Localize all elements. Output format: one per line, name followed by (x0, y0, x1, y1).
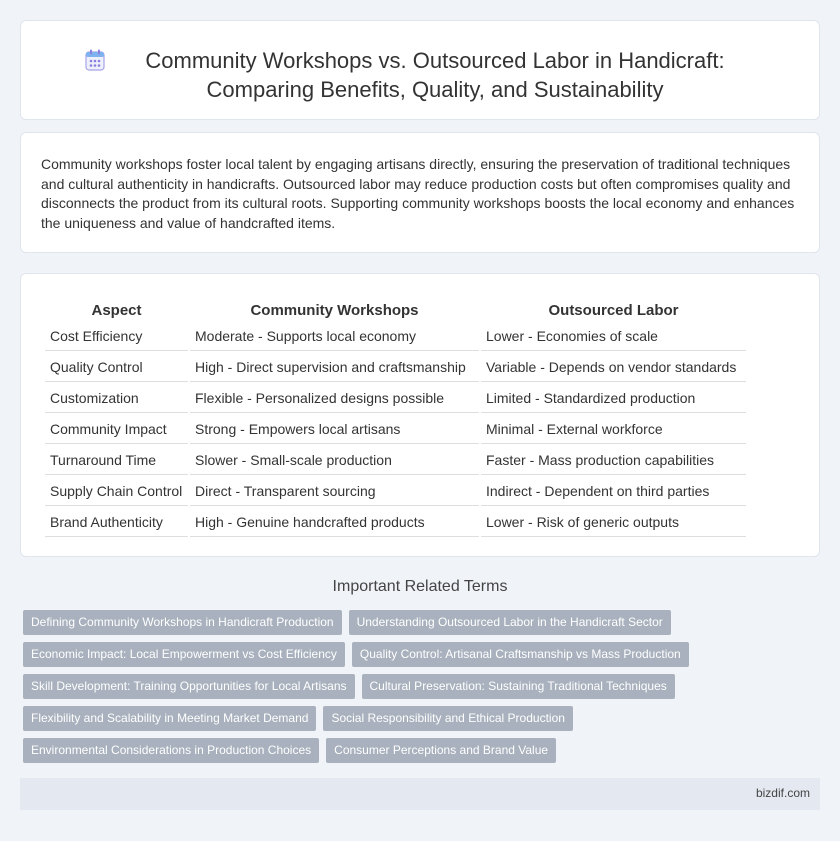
related-terms-title: Important Related Terms (332, 578, 508, 595)
cell-outsourced: Faster - Mass production capabilities (481, 446, 746, 475)
related-tag[interactable]: Cultural Preservation: Sustaining Traditional Techniques (362, 674, 675, 699)
related-tag[interactable]: Environmental Considerations in Production Choices (23, 738, 319, 763)
cell-community: High - Direct supervision and craftsmanship (190, 353, 479, 382)
related-tag[interactable]: Flexibility and Scalability in Meeting Market Demand (23, 706, 316, 731)
cell-community: Moderate - Supports local economy (190, 322, 479, 351)
cell-outsourced: Indirect - Dependent on third parties (481, 477, 746, 506)
intro-text: Community workshops foster local talent by engaging artisans directly, ensuring the preservation of traditional techniques and cultural authenticity in handicrafts. Outsourced labor may reduce production costs but often compromises quality and disconnects the product from its cultural roots. Supporting community workshops boosts the local economy and enhances the uniqueness and value of handcrafted items. (41, 156, 795, 231)
page-title (21, 46, 819, 104)
footer (20, 778, 820, 810)
header-aspect: Aspect (91, 301, 142, 319)
cell-aspect: Community Impact (45, 415, 188, 444)
related-tag[interactable]: Understanding Outsourced Labor in the Handicraft Sector (349, 610, 671, 635)
comparison-table-card (20, 273, 820, 557)
cell-outsourced: Lower - Risk of generic outputs (481, 508, 746, 537)
table-row (45, 384, 746, 413)
related-tag[interactable]: Consumer Perceptions and Brand Value (326, 738, 556, 763)
cell-aspect: Customization (45, 384, 188, 413)
related-tag[interactable]: Economic Impact: Local Empowerment vs Cost Efficiency (23, 642, 345, 667)
related-tag[interactable]: Skill Development: Training Opportunities for Local Artisans (23, 674, 355, 699)
cell-community: Direct - Transparent sourcing (190, 477, 479, 506)
related-tag[interactable]: Defining Community Workshops in Handicraft Production (23, 610, 342, 635)
intro-card (20, 132, 820, 253)
header-community-workshops: Community Workshops (250, 301, 419, 319)
cell-aspect: Quality Control (45, 353, 188, 382)
header-outsourced-labor: Outsourced Labor (548, 301, 679, 319)
cell-outsourced: Variable - Depends on vendor standards (481, 353, 746, 382)
cell-outsourced: Limited - Standardized production (481, 384, 746, 413)
page-title-line1: Community Workshops vs. Outsourced Labor in Handicraft: (145, 48, 725, 73)
table-row (45, 477, 746, 506)
table-row (45, 353, 746, 382)
cell-aspect: Supply Chain Control (45, 477, 188, 506)
related-terms-tags (23, 610, 803, 770)
cell-community: High - Genuine handcrafted products (190, 508, 479, 537)
page-title-line2: Comparing Benefits, Quality, and Sustainability (206, 77, 664, 102)
cell-community: Flexible - Personalized designs possible (190, 384, 479, 413)
cell-outsourced: Lower - Economies of scale (481, 322, 746, 351)
title-card (20, 20, 820, 120)
cell-community: Slower - Small-scale production (190, 446, 479, 475)
table-row (45, 446, 746, 475)
related-tag[interactable]: Social Responsibility and Ethical Production (323, 706, 572, 731)
table-row (45, 415, 746, 444)
footer-site-link[interactable]: bizdif.com (755, 786, 810, 800)
related-tag[interactable]: Quality Control: Artisanal Craftsmanship vs Mass Production (352, 642, 689, 667)
cell-community: Strong - Empowers local artisans (190, 415, 479, 444)
comparison-table (43, 296, 748, 539)
table-header-row (45, 298, 746, 320)
table-row (45, 508, 746, 537)
table-row (45, 322, 746, 351)
cell-aspect: Turnaround Time (45, 446, 188, 475)
cell-outsourced: Minimal - External workforce (481, 415, 746, 444)
cell-aspect: Brand Authenticity (45, 508, 188, 537)
cell-aspect: Cost Efficiency (45, 322, 188, 351)
